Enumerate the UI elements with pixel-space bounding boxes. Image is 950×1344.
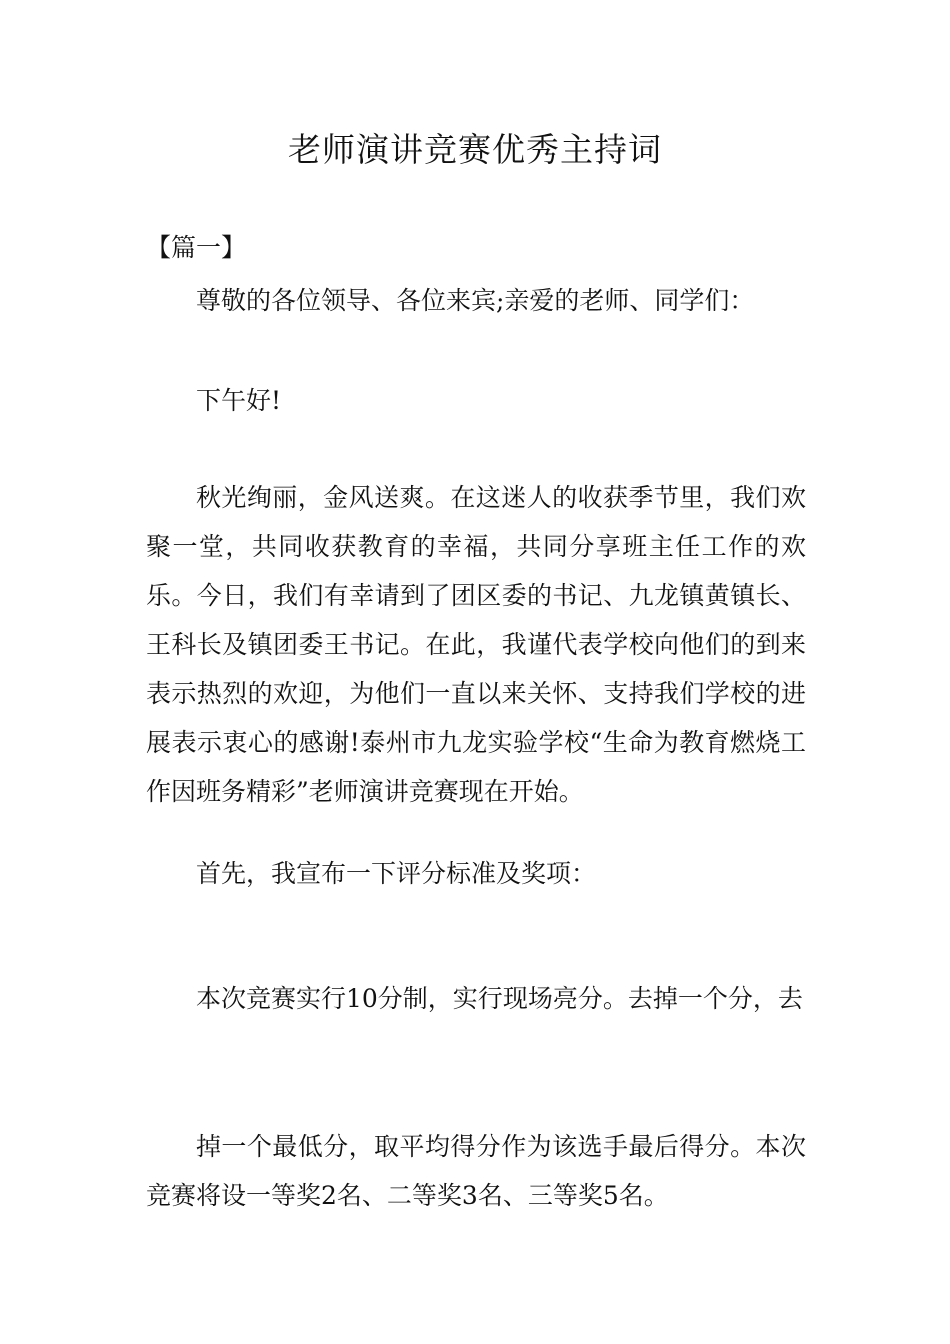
paragraph-hello: 下午好! xyxy=(196,386,282,415)
paragraph-awards: 掉一个最低分，取平均得分作为该选手最后得分。本次竞赛将设一等奖2名、二等奖3名、三等奖5名。 xyxy=(146,1132,806,1210)
document-title: 老师演讲竞赛优秀主持词 xyxy=(288,130,662,169)
section-label: 【篇一】 xyxy=(146,233,247,262)
paragraph-greeting: 尊敬的各位领导、各位来宾;亲爱的老师、同学们： xyxy=(196,286,755,315)
paragraph-opening: 秋光绚丽，金风送爽。在这迷人的收获季节里，我们欢聚一堂，共同收获教育的幸福，共同分享班主任工作的欢乐。今日，我们有幸请到了团区委的书记、九龙镇黄镇长、王科长及镇团委王书记。在此，我谨代表学校向他们的到来表示热烈的欢迎，为他们一直以来关怀、支持我们学校的进展表示衷心的感谢!泰州市九龙实验学校“生命为教育燃烧工作因班务精彩”老师演讲竞赛现在开始。 xyxy=(146,483,806,806)
paragraph-scoring: 本次竞赛实行10分制，实行现场亮分。去掉一个分，去 xyxy=(196,984,803,1013)
paragraph-announcement: 首先，我宣布一下评分标准及奖项： xyxy=(196,859,597,888)
